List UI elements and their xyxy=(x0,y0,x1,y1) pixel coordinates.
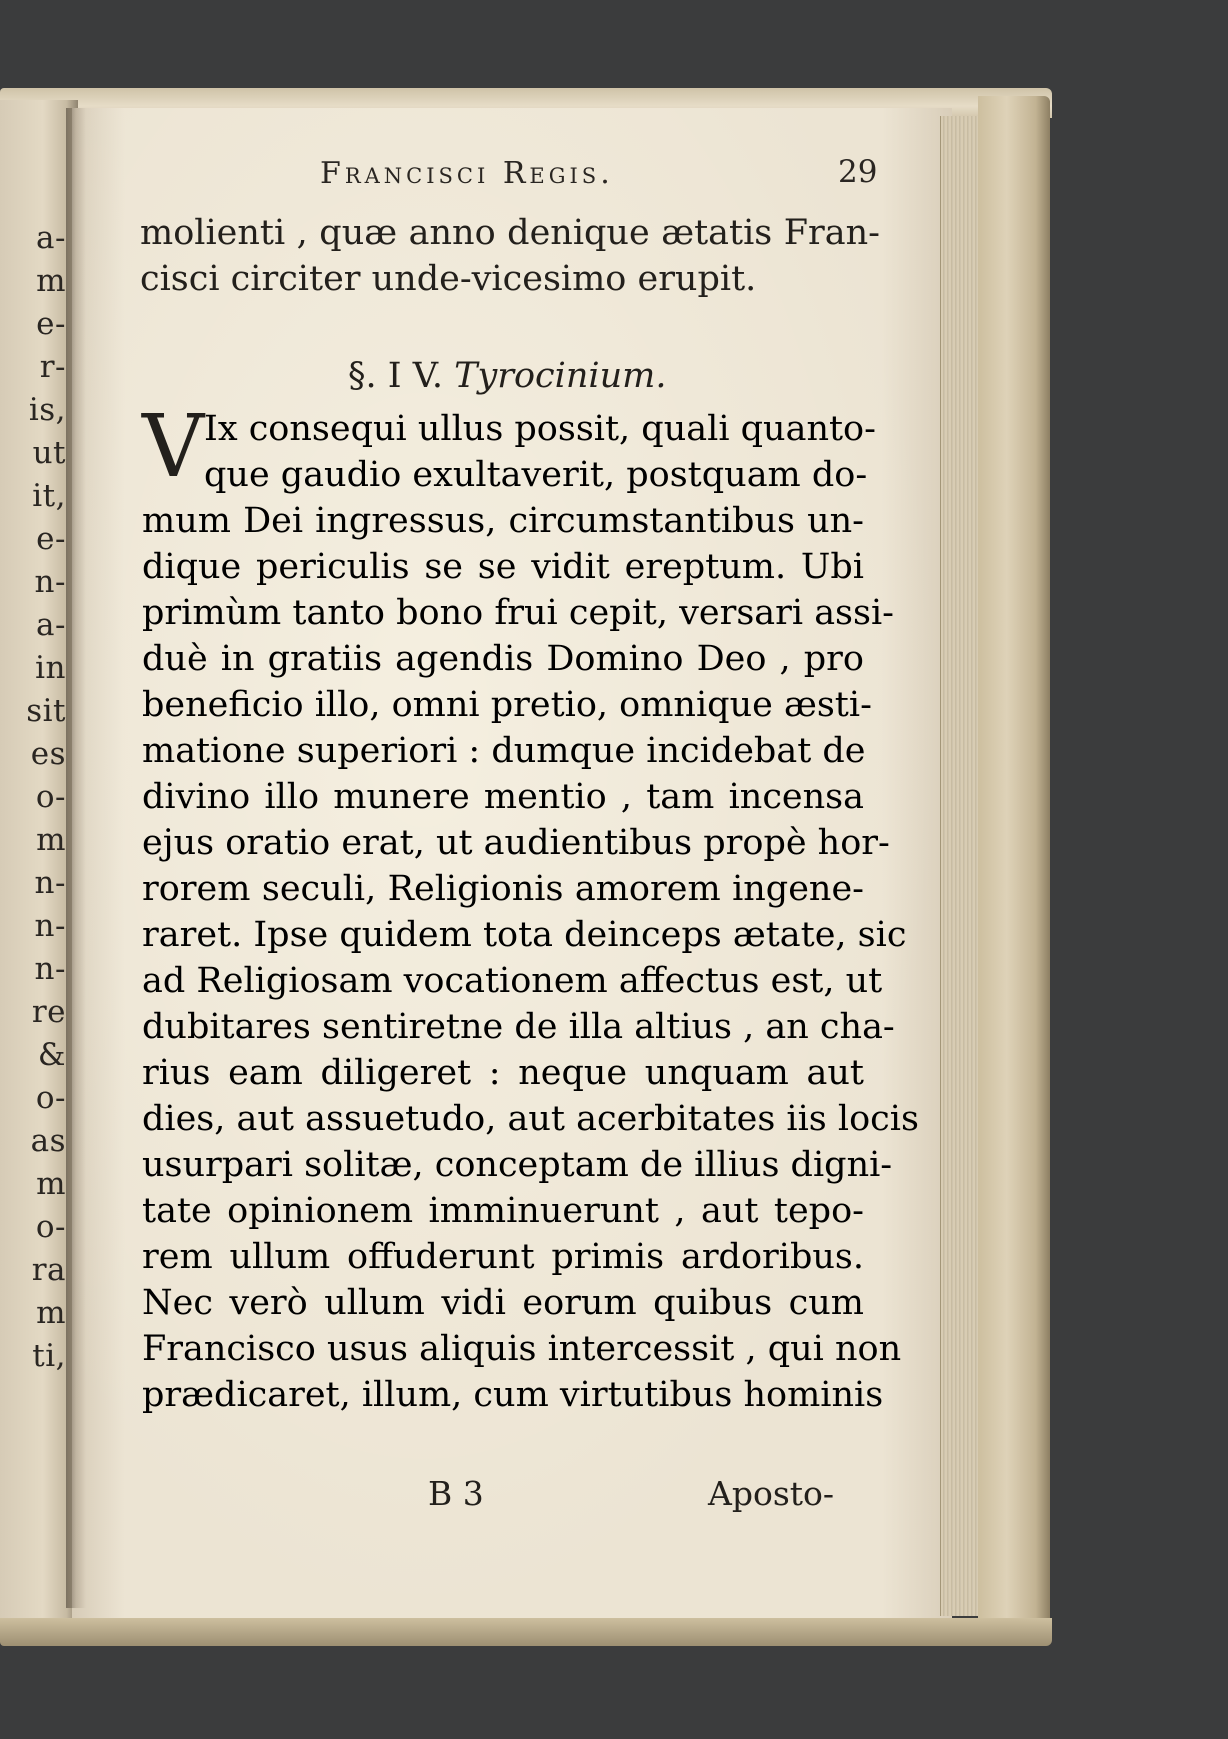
text-line: cisci circiter unde-vicesimo erupit. xyxy=(140,259,757,299)
text-line: molienti , quæ anno denique ætatis Fran- xyxy=(140,213,880,253)
left-page-fragment: a- xyxy=(36,607,66,643)
left-page-fragment: it, xyxy=(32,478,66,514)
page-edges xyxy=(940,116,981,1616)
left-page-fragment: e- xyxy=(36,306,66,342)
left-page-fragment: es xyxy=(30,736,66,772)
book-gutter xyxy=(66,108,86,1608)
left-page-fragment: n- xyxy=(34,908,66,944)
page-number: 29 xyxy=(838,154,878,190)
left-page-fragment: n- xyxy=(34,951,66,987)
left-page-fragment: & xyxy=(37,1037,66,1073)
left-page-fragment: is, xyxy=(28,392,66,428)
left-page-fragment: r- xyxy=(39,349,66,385)
text-line: rem ullum offuderunt primis ardoribus. xyxy=(142,1237,864,1277)
running-head: Francisci Regis. xyxy=(320,156,614,191)
left-page-fragment: n- xyxy=(34,865,66,901)
text-line: divino illo munere mentio , tam incensa xyxy=(142,777,864,817)
left-page-fragment: o- xyxy=(35,1209,66,1245)
left-page-fragment: a- xyxy=(36,220,66,256)
text-line: dique periculis se se vidit ereptum. Ubi xyxy=(142,547,864,587)
text-line: primùm tanto bono frui cepit, versari assi- xyxy=(142,593,895,633)
left-page-fragment: m xyxy=(36,1166,66,1202)
left-page-fragment: m xyxy=(36,822,66,858)
left-page-fragment: as xyxy=(30,1123,66,1159)
left-page-fragment: ti, xyxy=(32,1338,66,1374)
section-heading xyxy=(348,356,666,396)
left-page-fragment: in xyxy=(35,650,66,686)
left-page-fragment: o- xyxy=(35,1080,66,1116)
text-line: Ix consequi ullus possit, quali quanto- xyxy=(204,409,876,449)
text-line: tate opinionem imminuerunt , aut tepo- xyxy=(142,1191,864,1231)
text-line: beneficio illo, omni pretio, omnique æsti- xyxy=(142,685,872,725)
left-page-fragment: m xyxy=(36,263,66,299)
text-line: Francisco usus aliquis intercessit , qui non xyxy=(142,1329,902,1369)
book-cover-edge xyxy=(978,96,1050,1646)
left-page-fragment: re xyxy=(31,994,66,1030)
text-line: dies, aut assuetudo, aut acerbitates iis locis xyxy=(142,1099,919,1139)
text-line: duè in gratiis agendis Domino Deo , pro xyxy=(142,639,864,679)
text-line: mum Dei ingressus, circumstantibus un- xyxy=(142,501,864,541)
text-line: matione superiori : dumque incidebat de xyxy=(142,731,866,771)
left-page-fragment: o- xyxy=(35,779,66,815)
text-line: ad Religiosam vocationem affectus est, ut xyxy=(142,961,883,1001)
text-line: raret. Ipse quidem tota deinceps ætate, sic xyxy=(142,915,907,955)
text-line: Nec verò ullum vidi eorum quibus cum xyxy=(142,1283,864,1323)
text-line: usurpari solitæ, conceptam de illius digni- xyxy=(142,1145,893,1185)
text-line: rorem seculi, Religionis amorem ingene- xyxy=(142,869,864,909)
text-line: prædicaret, illum, cum virtutibus hominis xyxy=(142,1375,884,1415)
text-line: que gaudio exultaverit, postquam do- xyxy=(204,455,868,495)
text-line: rius eam diligeret : neque unquam aut xyxy=(142,1053,864,1093)
text-line: ejus oratio erat, ut audientibus propè hor- xyxy=(142,823,890,863)
book-bottom-cover xyxy=(0,1618,1052,1646)
section-number: §. I V. xyxy=(348,356,443,396)
drop-cap: V xyxy=(142,397,205,497)
left-page-fragment: e- xyxy=(36,521,66,557)
left-page-fragment: m xyxy=(36,1295,66,1331)
left-page-fragment: sit xyxy=(26,693,66,729)
left-page-fragment: n- xyxy=(34,564,66,600)
signature-mark: B 3 xyxy=(428,1474,484,1513)
catchword: Aposto- xyxy=(708,1474,835,1513)
left-page-fragment: ra xyxy=(31,1252,66,1288)
left-page-fragment: ut xyxy=(32,435,66,471)
text-line: dubitares sentiretne de illa altius , an cha- xyxy=(142,1007,895,1047)
section-title: Tyrocinium. xyxy=(454,356,667,396)
